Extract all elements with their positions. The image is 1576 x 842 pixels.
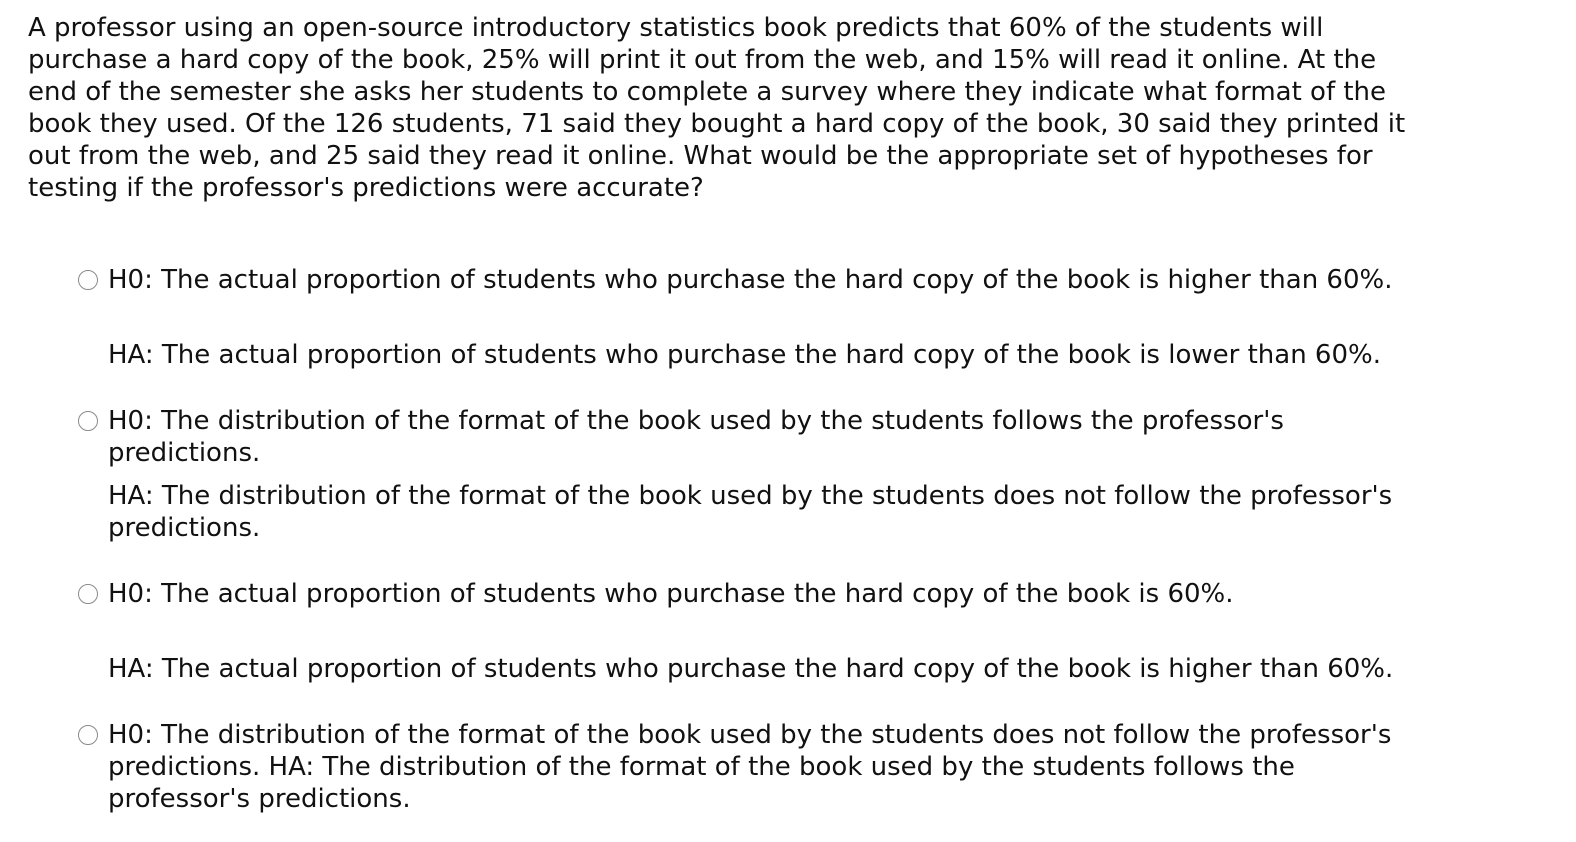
option-3-alternative-hypothesis: HA: The actual proportion of students who purchase the hard copy of the book is higher than 60%.: [108, 654, 1394, 684]
option-1-null-hypothesis: H0: The actual proportion of students who purchase the hard copy of the book is higher than 60%.: [108, 265, 1393, 295]
option-1-alternative-hypothesis: HA: The actual proportion of students who purchase the hard copy of the book is lower than 60%.: [108, 340, 1381, 370]
option-2-null-hypothesis: H0: The distribution of the format of the book used by the students follows the professor's predictions.: [108, 406, 1284, 468]
question-text: A professor using an open-source introductory statistics book predicts that 60% of the students will purchase a hard copy of the book, 25% will print it out from the web, and 15% will read it online. At the end of the semester she asks her students to complete a survey where they indicate what format of the book they used. Of the 126 students, 71 said they bought a hard copy of the book, 30 said they printed it out from the web, and 25 said they read it online. What would be the appropriate set of hypotheses for testing if the professor's predictions were accurate?: [28, 13, 1406, 203]
radio-button-option-2[interactable]: [78, 411, 98, 431]
option-3-null-hypothesis: H0: The actual proportion of students who purchase the hard copy of the book is 60%.: [108, 579, 1234, 609]
option-2-alternative-hypothesis: HA: The distribution of the format of the book used by the students does not follow the professor's predictions.: [108, 481, 1393, 543]
option-4-text: H0: The distribution of the format of the book used by the students does not follow the professor's predictions. HA: The distribution of the format of the book used by the students follows the professor's predictions.: [108, 720, 1392, 814]
radio-button-option-3[interactable]: [78, 584, 98, 604]
radio-button-option-1[interactable]: [78, 270, 98, 290]
radio-button-option-4[interactable]: [78, 725, 98, 745]
